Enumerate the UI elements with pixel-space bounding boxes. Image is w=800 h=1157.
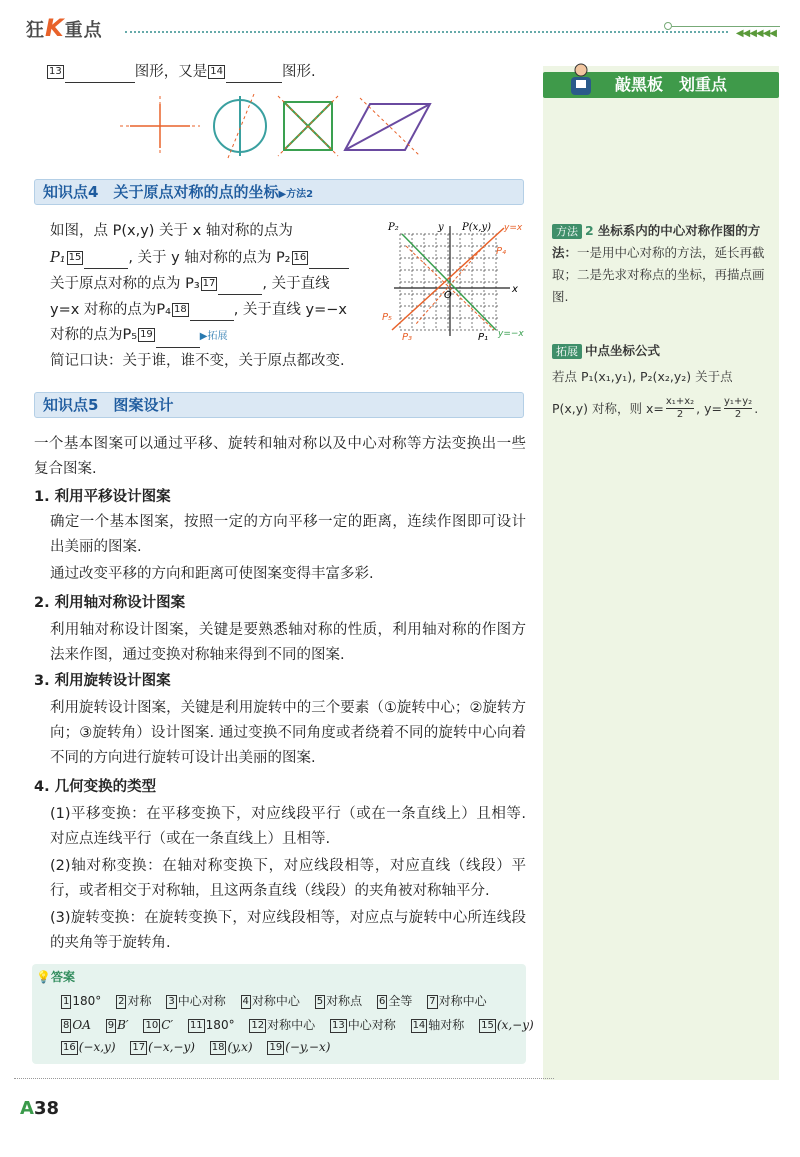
parallelogram-figure	[345, 98, 430, 156]
sec4-mnemonic: 简记口诀：关于谁，谁不变，关于原点都改变.	[50, 353, 345, 369]
heading-transform-types: 4. 几何变换的类型	[34, 779, 157, 795]
page-badge-icon: A	[20, 1098, 34, 1119]
answer-row-3: 16 (−x,y) 17 (−x,−y) 18 (y,x) 19 (−y,−x)	[63, 1040, 331, 1054]
answer-row-2: 8 OA 9 B′ 10 C′ 11 180° 12 对称中心 13 中心对称 14 轴对称 15 (x,−y)	[63, 1018, 534, 1032]
svg-text:O: O	[444, 290, 452, 301]
extension-note: 拓展 中点坐标公式 若点 P₁(x₁,y₁), P₂(x₂,y₂) 关于点 P(x,y) 对称，则 x= $\frac{\text{x₁+x₂}}{2}$ , y= $\frac{\text{y₁+y₂}}{2}$ .	[552, 343, 759, 420]
heading-axial: 2. 利用轴对称设计图案	[34, 595, 186, 611]
para-rotation: 利用旋转设计图案，关键是利用旋转中的三个要素（①旋转中心；②旋转方向；③旋转角）设计图案. 通过变换不同角度或者绕着不同的旋转中心向着不同的方向进行旋转可设计出美丽的图案.	[50, 700, 526, 766]
symmetric-figures	[120, 94, 450, 160]
answer-row-1: 1 180° 2 对称 3 中心对称 4 对称中心 5 对称点 6 全等 7 对称中心	[63, 994, 487, 1008]
header-arrows-icon: ◀◀◀◀◀◀	[735, 28, 776, 39]
para-axial-type: (2)轴对称变换：在轴对称变换下，对应线段相等，对应直线（线段）平行，或者相交于对称轴，且这两条直线（线段）的夹角被对称轴平分.	[50, 858, 526, 899]
sec4-line-1: 如图，点 P(x,y) 关于 x 轴对称的点为	[50, 223, 293, 239]
header-divider-2	[672, 26, 780, 27]
svg-text:y=x: y=x	[504, 223, 523, 233]
answers-label: 💡答案	[36, 970, 75, 984]
svg-text:P(x,y): P(x,y)	[462, 222, 491, 233]
header-divider	[125, 31, 728, 33]
teacher-icon	[567, 62, 595, 98]
sec4-line-4: y=x 对称的点为P₄ 18 , 关于直线 y=−x	[50, 298, 347, 321]
svg-text:P₅: P₅	[382, 312, 393, 323]
answer-blank	[226, 60, 282, 83]
svg-text:y: y	[438, 222, 444, 233]
para-translation-type: (1)平移变换：在平移变换下，对应线段平行（或在一条直线上）且相等. 对应点连线平行（或在一条直线上）且相等.	[50, 806, 526, 847]
answer-blank	[65, 60, 135, 83]
method-tag: 方法	[552, 224, 582, 239]
cross-figure	[120, 96, 200, 156]
header-circle-icon	[664, 22, 672, 30]
intro-line: 13 图形，又是 14 图形.	[46, 60, 316, 83]
sidebar-title: 敲黑板 划重点	[543, 72, 779, 98]
section-4-header: 知识点4 关于原点对称的点的坐标▶方法2	[34, 179, 524, 205]
circle-figure	[214, 94, 266, 158]
extension-tag: 拓展	[552, 344, 582, 359]
svg-text:P₄: P₄	[496, 246, 507, 257]
sec5-intro: 一个基本图案可以通过平移、旋转和轴对称以及中心对称等方法变换出一些复合图案.	[34, 436, 526, 477]
heading-rotation: 3. 利用旋转设计图案	[34, 673, 171, 689]
sec4-line-3: 关于原点对称的点为 P₃ 17 , 关于直线	[50, 272, 330, 295]
blank-number: 14	[210, 66, 223, 77]
para-axial: 利用轴对称设计图案，关键是要熟悉轴对称的性质，利用轴对称的作图方法来作图，通过变换对称轴来得到不同的图案.	[50, 622, 526, 663]
coordinate-graph	[380, 218, 530, 344]
square-figure	[278, 96, 338, 156]
method-note: 方法 2 坐标系内的中心对称作图的方法：一是用中心对称的方法，延长再截取；二是先求对称点的坐标，再描点画图.	[552, 223, 765, 304]
svg-text:x: x	[512, 284, 518, 295]
section-5-header: 知识点5 图案设计	[34, 392, 524, 418]
para-translation-1: 确定一个基本图案，按照一定的方向平移一定的距离，连续作图即可设计出美丽的图案.	[50, 514, 526, 555]
svg-text:P₂: P₂	[388, 222, 399, 233]
svg-text:y=−x: y=−x	[498, 329, 524, 339]
sec4-line-5: 对称的点为P₅ 19 ▶拓展	[50, 324, 228, 348]
heading-translation: 1. 利用平移设计图案	[34, 489, 171, 505]
para-rotation-type: (3)旋转变换：在旋转变换下，对应线段相等，对应点与旋转中心所连线段的夹角等于旋转角.	[50, 910, 526, 951]
sec4-line-2: P₁ 15 , 关于 y 轴对称的点为 P₂ 16	[50, 246, 349, 269]
brand-logo: 狂K重点	[26, 14, 103, 42]
footer-divider	[14, 1078, 554, 1079]
blank-number: 13	[49, 66, 62, 77]
svg-text:P₁: P₁	[478, 332, 489, 343]
page-number: A38	[20, 1098, 59, 1119]
sidebar-panel	[543, 66, 779, 1080]
para-translation-2: 通过改变平移的方向和距离可使图案变得丰富多彩.	[50, 566, 374, 582]
svg-text:P₃: P₃	[402, 332, 413, 343]
